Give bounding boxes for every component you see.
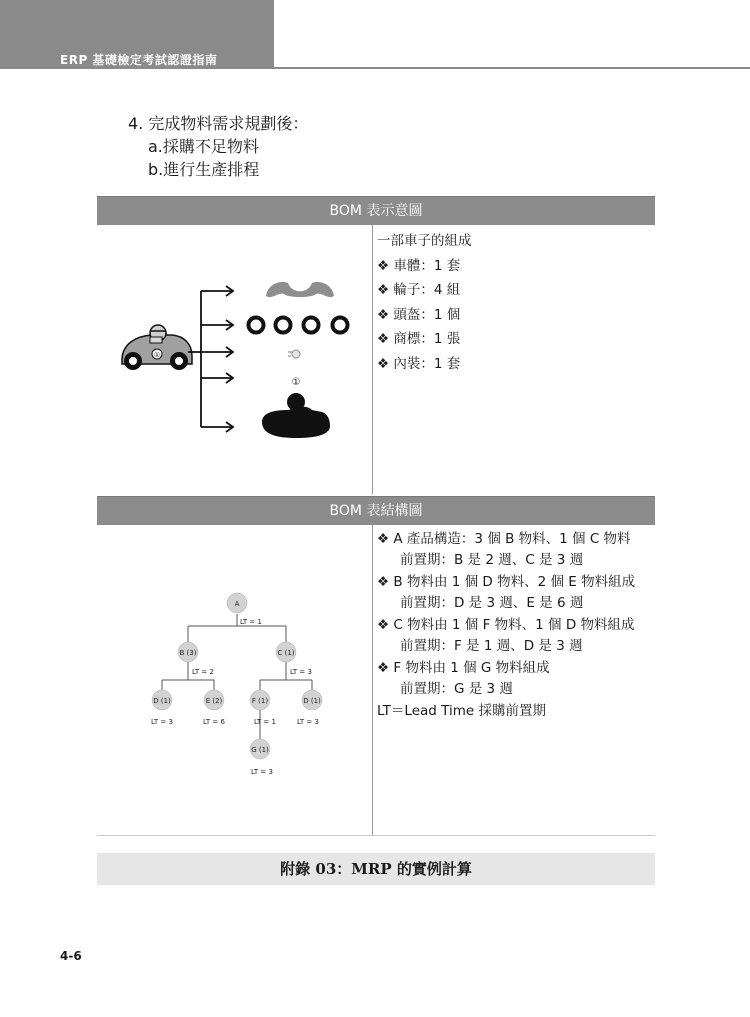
tree-lt-d1: LT = 3 <box>151 718 173 726</box>
bullet-icon: ❖ <box>377 257 390 274</box>
car-part-item: ❖ 內裝：1 套 <box>377 355 461 372</box>
tree-lt-g: LT = 3 <box>251 768 273 776</box>
bullet-icon: ❖ <box>377 331 390 347</box>
car-part-item: ❖ 頭盔：1 個 <box>377 306 461 323</box>
bullet-icon: ❖ <box>377 617 390 633</box>
tree-lt-a: LT = 1 <box>240 618 262 626</box>
logo-sticker-icon: ① <box>291 377 301 388</box>
bullet-icon: ❖ <box>377 574 390 590</box>
helmet-icon <box>288 350 300 358</box>
tree-lt-e: LT = 6 <box>203 718 225 726</box>
tree-node-d2: D (1) <box>303 697 321 705</box>
step-a: a.採購不足物料 <box>148 137 259 156</box>
car-icon <box>122 325 192 370</box>
tree-node-c: C (1) <box>277 649 295 657</box>
tree-node-e: E (2) <box>205 697 223 705</box>
car-body-part-icon <box>266 282 334 297</box>
car-parts-intro: 一部車子的組成 <box>377 233 472 249</box>
tree-node-a: A <box>234 600 240 608</box>
structure-item: ❖ C 物料由 1 個 F 物料、1 個 D 物料組成 前置期：F 是 1 週、D 是 3 週 <box>377 617 635 654</box>
tree-node-d1: D (1) <box>153 697 171 705</box>
interior-icon <box>262 393 330 438</box>
tree-lt-c: LT = 3 <box>290 668 312 676</box>
wheels-icon <box>249 318 348 333</box>
bom-tree <box>151 593 322 776</box>
book-title: ERP 基礎檢定考試認證指南 <box>60 53 218 67</box>
bom-display-heading: BOM 表示意圖 <box>97 196 655 225</box>
tree-node-b: B (3) <box>179 649 197 657</box>
step-main: 4. 完成物料需求規劃後： <box>128 114 309 133</box>
car-part-item: ❖ 輪子：4 組 <box>377 282 461 298</box>
tree-lt-f: LT = 1 <box>254 718 276 726</box>
tree-lt-b: LT = 2 <box>192 668 214 676</box>
structure-item: ❖ A 產品構造：3 個 B 物料、1 個 C 物料 前置期：B 是 2 週、C 是 3 週 <box>377 531 631 568</box>
structure-item: ❖ B 物料由 1 個 D 物料、2 個 E 物料組成 前置期：D 是 3 週、E 是 6 週 <box>377 574 636 611</box>
car-part-item: ❖ 車體：1 套 <box>377 257 461 274</box>
bullet-icon: ❖ <box>377 355 390 372</box>
bom-structure-heading: BOM 表結構圖 <box>97 496 655 525</box>
page-number: 4-6 <box>60 949 82 963</box>
car-logo: ① <box>153 351 161 359</box>
arrows <box>188 286 233 432</box>
lead-time-note: LT＝Lead Time 採購前置期 <box>377 703 546 719</box>
structure-item: ❖ F 物料由 1 個 G 物料組成 前置期：G 是 3 週 <box>377 660 550 697</box>
step-b: b.進行生產排程 <box>148 160 260 179</box>
bullet-icon: ❖ <box>377 282 390 298</box>
tree-node-g: G (1) <box>251 746 269 754</box>
car-part-item: ❖ 商標：1 張 <box>377 331 461 347</box>
bullet-icon: ❖ <box>377 660 390 676</box>
bullet-icon: ❖ <box>377 306 390 323</box>
tree-node-f: F (1) <box>251 697 269 705</box>
bullet-icon: ❖ <box>377 531 390 547</box>
tree-lt-d2: LT = 3 <box>297 718 319 726</box>
appendix-title: 附錄 03：MRP 的實例計算 <box>97 853 655 885</box>
